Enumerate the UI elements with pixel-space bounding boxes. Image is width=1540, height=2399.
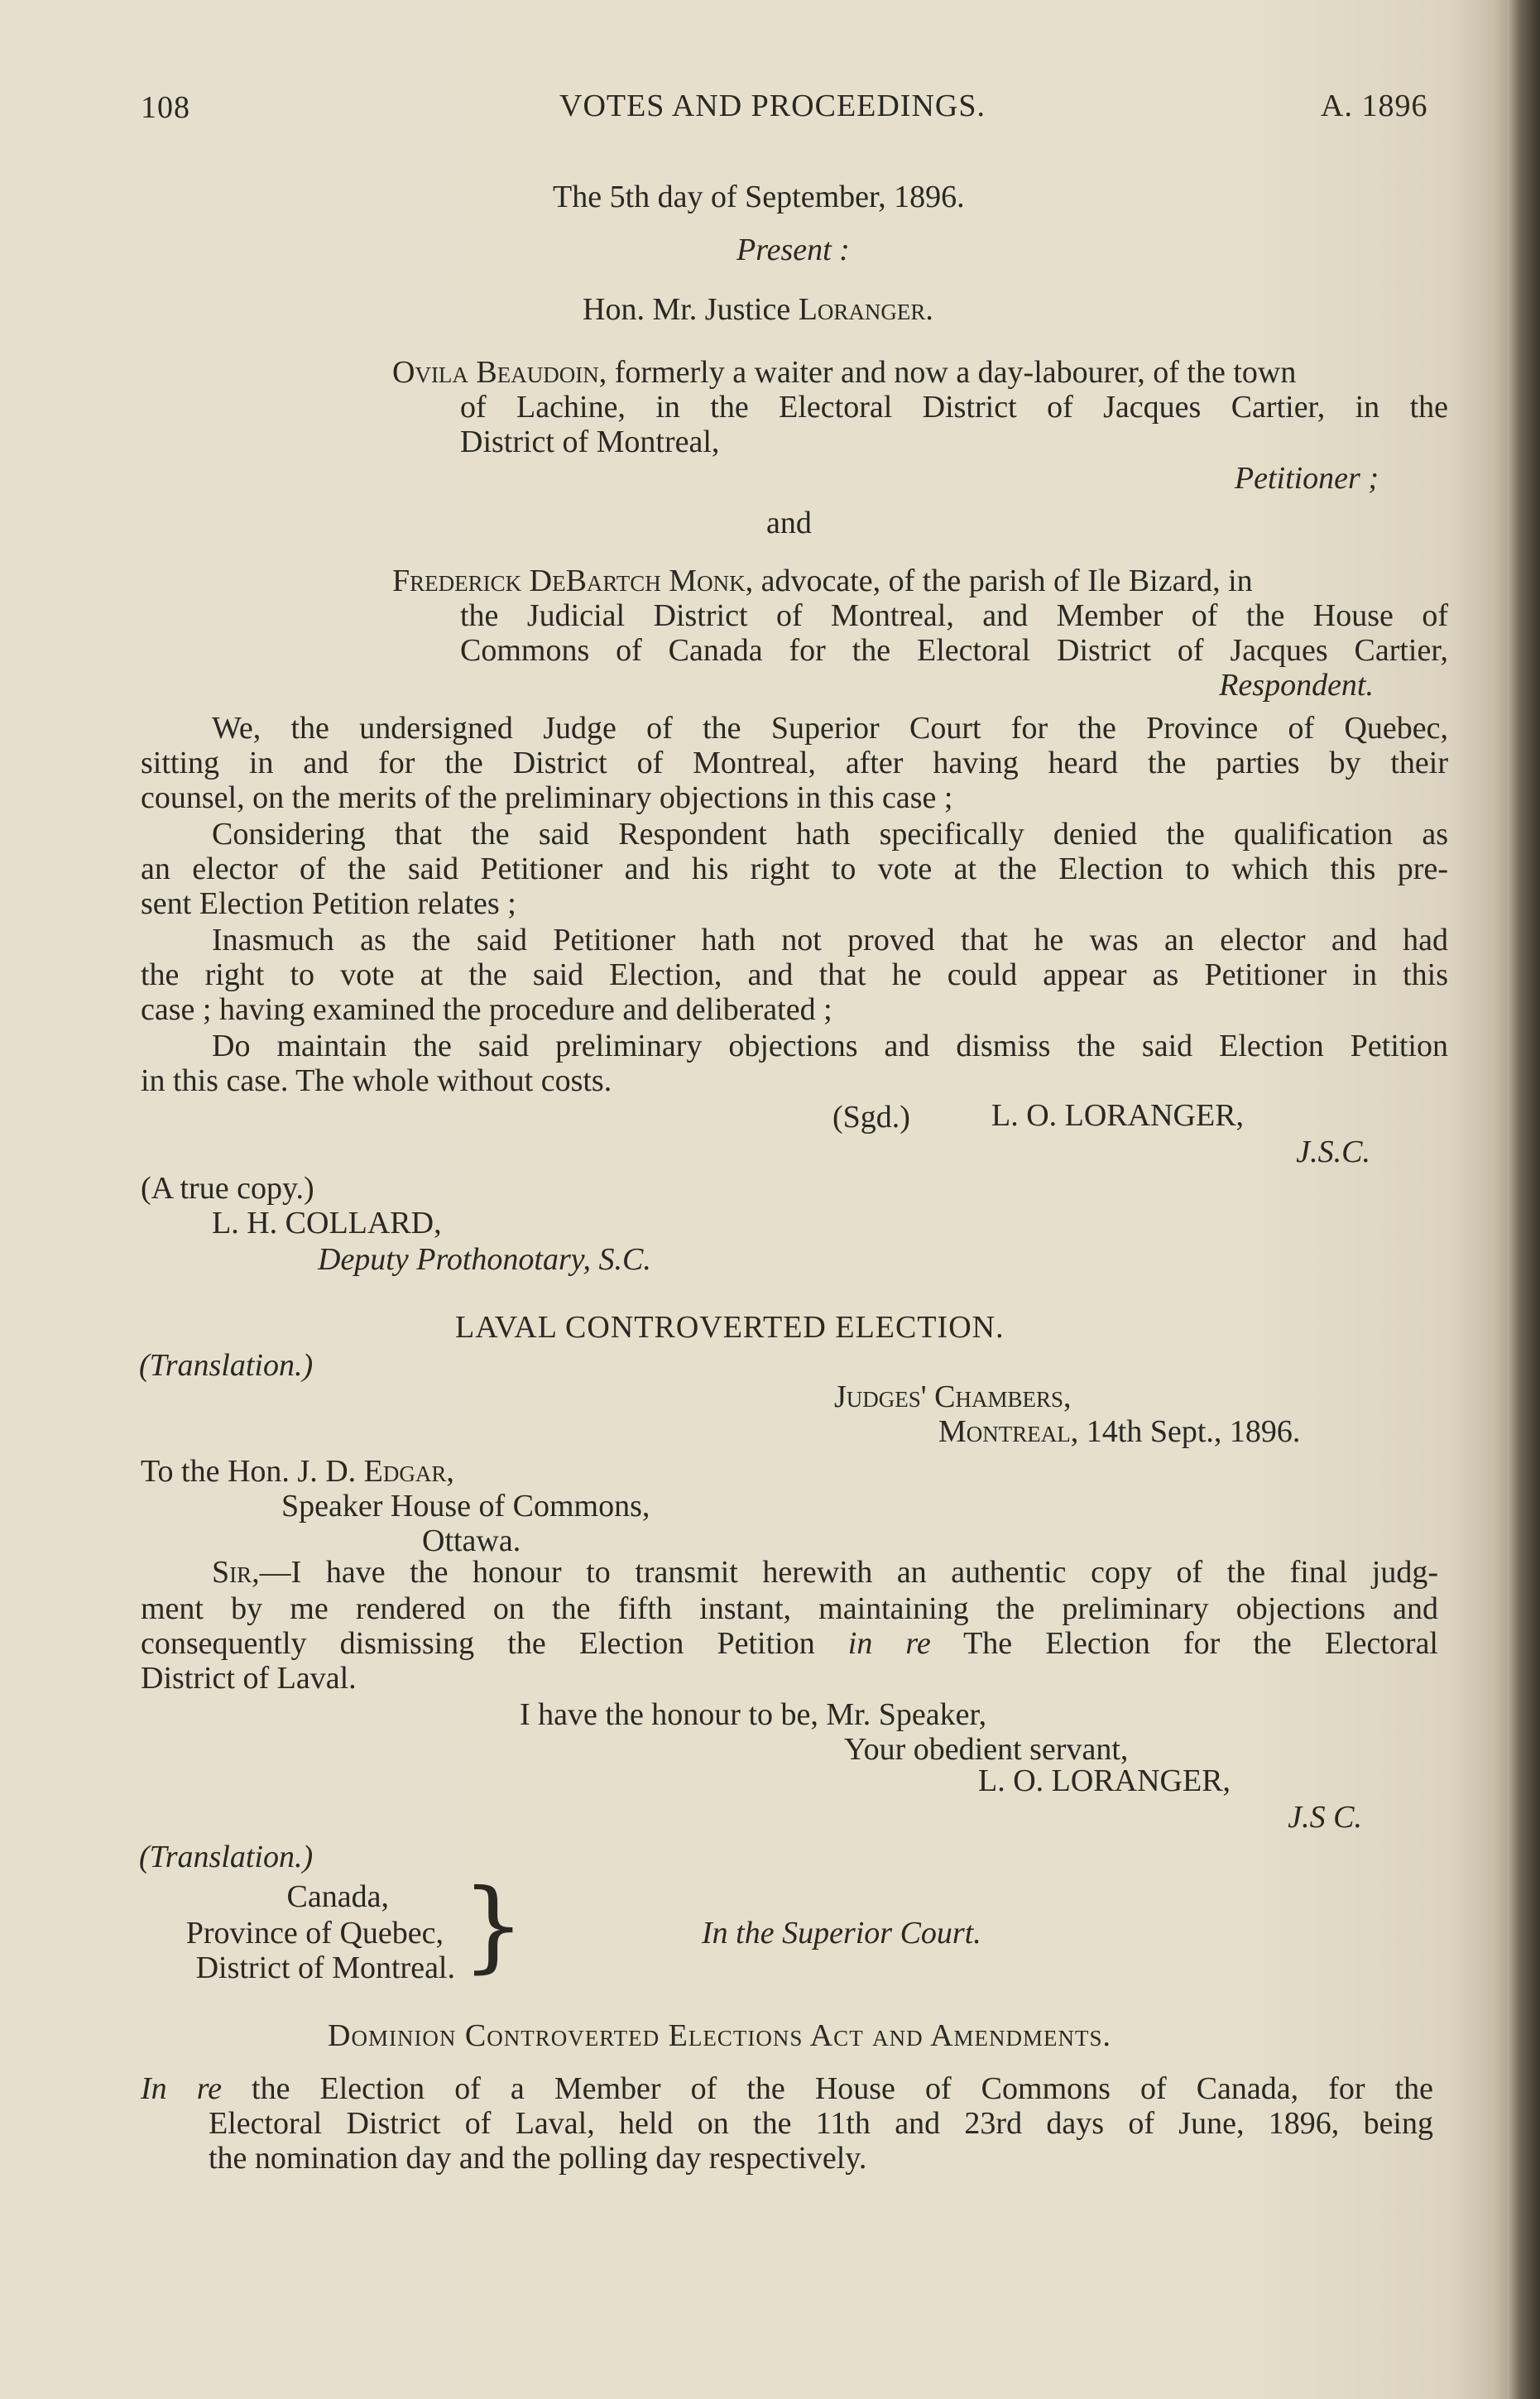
judgment-body-line-3: counsel, on the merits of the preliminary objections in this case ;	[141, 780, 953, 815]
judgment-signer-title: J.S.C.	[1296, 1135, 1370, 1169]
respondent-name: Frederick DeBartch Monk,	[392, 564, 754, 598]
addressee-name: Edgar,	[363, 1454, 454, 1489]
respondent-line-3: Commons of Canada for the Electoral District of Jacques Cartier,	[460, 633, 1448, 668]
judge-line	[583, 291, 933, 328]
respondent-role: Respondent.	[1219, 668, 1374, 703]
letter-date: 14th Sept., 1896.	[1078, 1414, 1301, 1449]
book-gutter-edge	[1507, 0, 1540, 2399]
letter-addressee: To the Hon. J. D. Edgar,	[141, 1454, 454, 1489]
judgment-body-line-7: Inasmuch as the said Petitioner hath not proved that he was an elector and had	[212, 923, 1448, 957]
copy-signer-title: Deputy Prothonotary, S.C.	[318, 1242, 651, 1277]
respondent-line-1: Frederick DeBartch Monk, advocate, of the parish of Ile Bizard, in	[392, 564, 1253, 598]
petitioner-name: Ovila Beaudoin,	[392, 355, 607, 390]
section-title: LAVAL CONTROVERTED ELECTION.	[455, 1310, 1005, 1345]
running-year: A. 1896	[1321, 89, 1428, 123]
judge-name: Loranger.	[798, 292, 933, 327]
in-re-label: In re	[141, 2071, 222, 2106]
respondent-line-2: the Judicial District of Montreal, and Member of the House of	[460, 598, 1448, 633]
judgment-body-line-6: sent Election Petition relates ;	[141, 886, 516, 921]
jurisdiction-line-1: Canada,	[286, 1879, 389, 1914]
judgment-body-line-2: sitting in and for the District of Montreal, after having heard the parties by their	[141, 746, 1448, 780]
judgment-body-line-8: the right to vote at the said Election, and that he could appear as Petitioner in this	[141, 957, 1448, 992]
sir-word: Sir,	[212, 1555, 260, 1590]
judgment-date: The 5th day of September, 1896.	[553, 180, 965, 214]
letter-signer-title: J.S C.	[1288, 1800, 1362, 1835]
running-title: VOTES AND PROCEEDINGS.	[559, 89, 986, 123]
judgment-signer: L. O. LORANGER,	[991, 1098, 1245, 1133]
letter-closing-1: I have the honour to be, Mr. Speaker,	[520, 1697, 987, 1732]
letter-closing-2: Your obedient servant,	[844, 1732, 1129, 1767]
letter-place: Judges' Chambers,	[834, 1379, 1072, 1414]
judgment-body-line-5: an elector of the said Petitioner and his right to vote at the Election to which this pre-	[141, 852, 1448, 886]
petitioner-role: Petitioner ;	[1234, 461, 1379, 496]
letter-body-line-1: Sir,—I have the honour to transmit herewith an authentic copy of the final judg-	[212, 1555, 1438, 1590]
judgment-body-line-10: Do maintain the said preliminary objections and dismiss the said Election Petition	[212, 1029, 1448, 1063]
letter-addressee-line-2: Speaker House of Commons,	[281, 1489, 650, 1523]
letter-addressee-line-3: Ottawa.	[422, 1523, 521, 1558]
letter-date-place: Montreal,	[938, 1414, 1079, 1449]
signed-label: (Sgd.)	[832, 1100, 910, 1135]
letter-body-line-2: ment by me rendered on the fifth instant, maintaining the preliminary objections and	[141, 1591, 1438, 1626]
and-word: and	[766, 506, 812, 540]
letter-signer: L. O. LORANGER,	[978, 1763, 1231, 1798]
right-brace: }	[462, 1869, 525, 1984]
petitioner-line-1: Ovila Beaudoin, formerly a waiter and now a day-labourer, of the town	[392, 355, 1297, 390]
judgment-body-line-9: case ; having examined the procedure and deliberated ;	[141, 992, 832, 1027]
in-re-line-1: In re the Election of a Member of the House of Commons of Canada, for the	[141, 2071, 1434, 2106]
letter-date-line	[938, 1413, 1300, 1450]
petitioner-line-3: District of Montreal,	[460, 425, 720, 459]
letter-body-line-3: consequently dismissing the Election Petition in re The Election for the Electoral	[141, 1626, 1438, 1661]
in-re-italic: in re	[847, 1626, 931, 1661]
judgment-body-line-4: Considering that the said Respondent hath specifically denied the qualification as	[212, 817, 1448, 852]
true-copy: (A true copy.)	[141, 1171, 314, 1206]
petitioner-line-2: of Lachine, in the Electoral District of Jacques Cartier, in the	[460, 390, 1448, 425]
judgment-body-line-1: We, the undersigned Judge of the Superior Court for the Province of Quebec,	[212, 711, 1448, 746]
letter-body-line-4: District of Laval.	[141, 1661, 357, 1696]
judge-prefix: Hon. Mr. Justice	[583, 292, 799, 327]
in-re-line-2: Electoral District of Laval, held on the 11th and 23rd days of June, 1896, being	[209, 2106, 1433, 2141]
in-re-line-3: the nomination day and the polling day respectively.	[209, 2141, 867, 2176]
judgment-body-line-11: in this case. The whole without costs.	[141, 1063, 612, 1098]
present-label: Present :	[736, 233, 850, 267]
copy-signer: L. H. COLLARD,	[212, 1206, 442, 1240]
court-name: In the Superior Court.	[702, 1916, 981, 1950]
letter-translation-label: (Translation.)	[139, 1348, 314, 1383]
court-translation-label: (Translation.)	[139, 1840, 314, 1874]
act-title: Dominion Controverted Elections Act and Amendments.	[328, 2018, 1112, 2053]
jurisdiction-line-3: District of Montreal.	[195, 1950, 455, 1985]
page-number: 108	[141, 90, 190, 125]
jurisdiction-line-2: Province of Quebec,	[185, 1916, 444, 1950]
